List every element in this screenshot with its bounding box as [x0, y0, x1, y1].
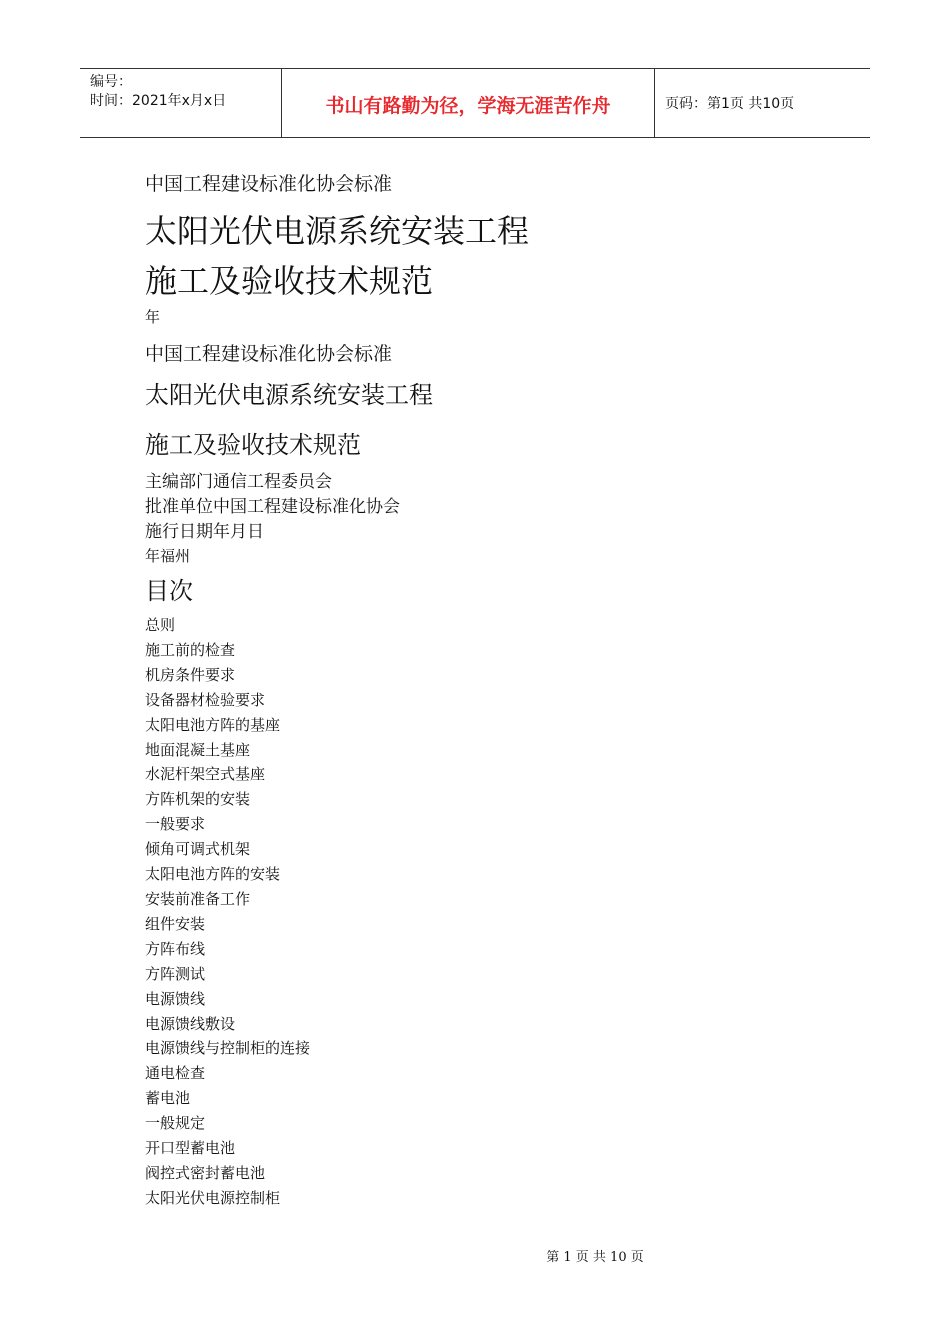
document-body [145, 170, 845, 1211]
approval-unit: 批准单位中国工程建设标准化协会 [145, 497, 400, 517]
toc-item[interactable]: 总则 [145, 616, 176, 634]
toc-item[interactable]: 水泥杆架空式基座 [145, 765, 266, 784]
publish-place: 年福州 [145, 547, 191, 565]
sub-title-line1: 太阳光伏电源系统安装工程 [145, 381, 433, 409]
toc-item[interactable]: 一般要求 [145, 815, 206, 834]
toc-item[interactable]: 方阵布线 [145, 939, 206, 958]
main-title-line2: 施工及验收技术规范 [145, 262, 434, 300]
toc-item[interactable]: 一般规定 [145, 1114, 206, 1133]
toc-item[interactable]: 电源馈线敷设 [145, 1014, 236, 1033]
toc-item[interactable]: 方阵测试 [145, 964, 206, 983]
toc-item[interactable]: 太阳光伏电源控制柜 [145, 1188, 281, 1207]
toc-item[interactable]: 机房条件要求 [145, 665, 236, 684]
main-title-line1: 太阳光伏电源系统安装工程 [145, 212, 530, 250]
toc-item[interactable]: 电源馈线 [145, 989, 206, 1008]
toc-item[interactable]: 地面混凝土基座 [145, 740, 251, 759]
sub-title-line2: 施工及验收技术规范 [145, 431, 361, 459]
toc-list [145, 613, 845, 1211]
toc-heading: 目次 [145, 577, 193, 605]
doc-time-label: 时间：2021年x月x日 [90, 93, 227, 109]
toc-item[interactable]: 太阳电池方阵的安装 [145, 865, 281, 884]
toc-item[interactable]: 方阵机架的安装 [145, 790, 251, 809]
toc-item[interactable]: 阀控式密封蓄电池 [145, 1163, 266, 1182]
year-label: 年 [145, 308, 161, 326]
doc-number-label: 编号： [90, 74, 132, 90]
toc-item[interactable]: 组件安装 [145, 914, 206, 933]
page-footer: 第 1 页 共 10 页 [546, 1250, 644, 1265]
page-header [80, 68, 870, 138]
effective-date: 施行日期年月日 [145, 522, 264, 542]
toc-item[interactable]: 施工前的检查 [145, 640, 236, 659]
toc-item[interactable]: 电源馈线与控制柜的连接 [145, 1039, 311, 1058]
toc-item[interactable]: 设备器材检验要求 [145, 690, 266, 709]
toc-item[interactable]: 太阳电池方阵的基座 [145, 715, 281, 734]
toc-item[interactable]: 安装前准备工作 [145, 889, 251, 908]
header-page-label: 页码：第1页 共10页 [665, 96, 795, 112]
toc-item[interactable]: 倾角可调式机架 [145, 840, 251, 859]
toc-item[interactable]: 开口型蓄电池 [145, 1139, 236, 1158]
header-motto: 书山有路勤为径，学海无涯苦作舟 [282, 69, 655, 137]
toc-item[interactable]: 通电检查 [145, 1064, 206, 1083]
editor-dept: 主编部门通信工程委员会 [145, 472, 332, 492]
org-name-2: 中国工程建设标准化协会标准 [145, 343, 393, 365]
toc-item[interactable]: 蓄电池 [145, 1089, 191, 1108]
header-meta [80, 69, 282, 137]
org-name: 中国工程建设标准化协会标准 [145, 173, 393, 195]
